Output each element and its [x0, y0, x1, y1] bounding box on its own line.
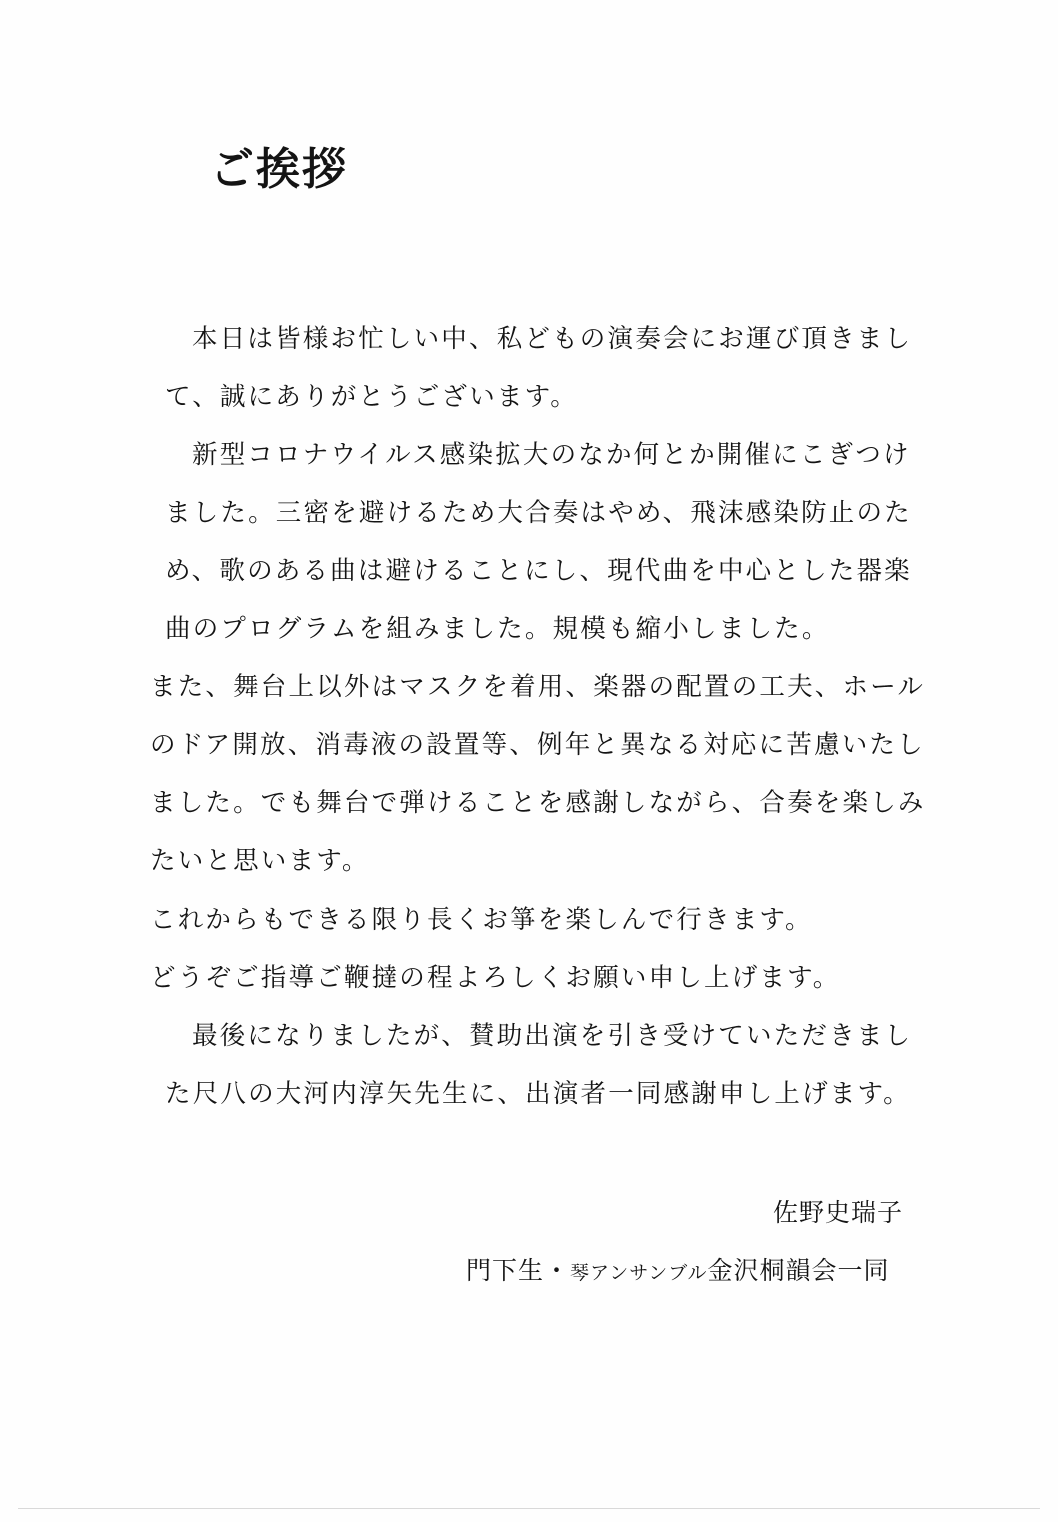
paragraph-6-line-2: た尺八の大河内淳矢先生に、出演者一同感謝申し上げます。 — [165, 1079, 911, 1109]
paragraph-1-line-2: て、誠にありがとうございます。 — [165, 382, 578, 412]
signature-group-suffix: 金沢桐韻会一同 — [707, 1256, 890, 1285]
signature-name: 佐野史瑞子 — [773, 1198, 904, 1227]
paragraph-3-line-3: ました。でも舞台で弾けることを感謝しながら、合奏を楽しみ — [150, 788, 926, 818]
paragraph-3-line-4: たいと思います。 — [150, 846, 370, 876]
paragraph-2-line-4: 曲のプログラムを組みました。規模も縮小しました。 — [165, 614, 830, 644]
paragraph-3-line-1: また、舞台上以外はマスクを着用、楽器の配置の工夫、ホール — [150, 672, 926, 702]
signature-group-ensemble: 琴アンサンブル — [570, 1262, 708, 1284]
page-title: ご挨拶 — [210, 144, 348, 195]
paragraph-5-line-1: どうぞご指導ご鞭撻の程よろしくお願い申し上げます。 — [150, 963, 841, 993]
paragraph-4-line-1: これからもできる限り長くお箏を楽しんで行きます。 — [150, 905, 813, 935]
paragraph-3-line-2: のドア開放、消毒液の設置等、例年と異なる対応に苦慮いたし — [150, 730, 925, 760]
paragraph-2-line-1: 新型コロナウイルス感染拡大のなか何とか開催にこぎつけ — [192, 440, 911, 470]
paragraph-6-line-1: 最後になりましたが、賛助出演を引き受けていただきまし — [192, 1021, 913, 1051]
signature-group-prefix: 門下生・ — [466, 1256, 571, 1285]
paragraph-2-line-3: め、歌のある曲は避けることにし、現代曲を中心とした器楽 — [165, 556, 912, 586]
scan-edge-line — [18, 1508, 1040, 1509]
signature-group — [466, 1258, 890, 1283]
paragraph-2-line-2: ました。三密を避けるため大合奏はやめ、飛沫感染防止のた — [165, 498, 912, 528]
paragraph-1-line-1: 本日は皆様お忙しい中、私どもの演奏会にお運び頂きまし — [192, 324, 913, 354]
